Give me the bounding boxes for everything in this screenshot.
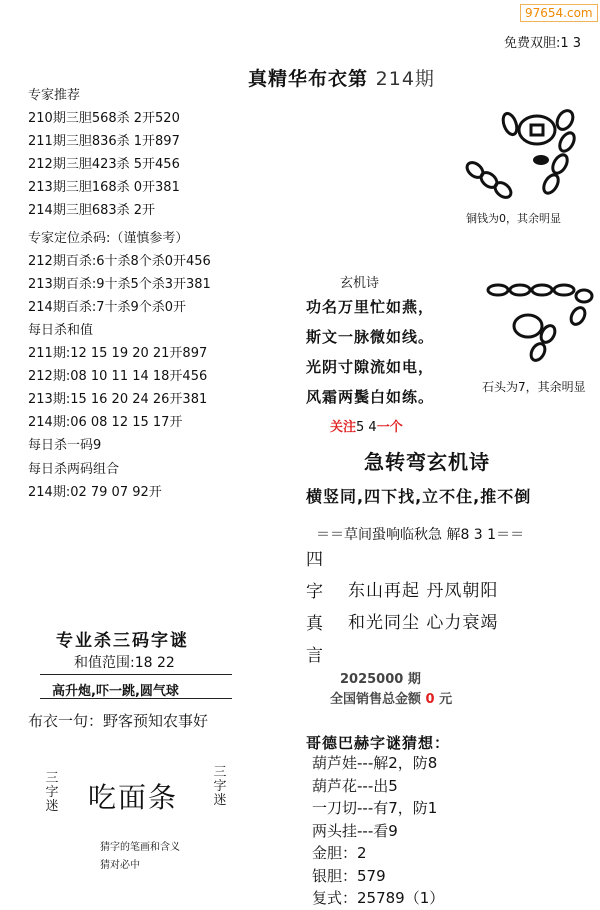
three-char-riddle-left: 三字迷 xyxy=(45,771,59,814)
mystic-poem-heading: 玄机诗 xyxy=(340,276,380,291)
expert-row: 214期三胆683杀 2开 xyxy=(28,203,156,219)
side-char: 言 xyxy=(306,646,323,666)
silver-pick: 银胆：579 xyxy=(312,866,386,885)
expert-row: 212期三胆423杀 5开456 xyxy=(28,157,180,173)
page-title xyxy=(248,64,435,91)
idiom-phrase-2: 和光同尘 心力衰竭 xyxy=(348,613,499,633)
sum-range: 和值范围:18 22 xyxy=(74,655,175,671)
expert-row: 213期三胆168杀 0开381 xyxy=(28,180,180,196)
sales-unit: 元 xyxy=(439,692,453,707)
follow-hint xyxy=(330,416,403,435)
free-double-pick: 免费双胆:1 3 xyxy=(504,36,582,51)
grass-clue: ＝＝草间蛩响临秋急 解8 3 1＝＝ xyxy=(316,527,525,543)
stone-caption: 石头为7，其余明显 xyxy=(482,380,586,394)
slogan: 高升炮,吓一跳,圆气球 xyxy=(52,684,179,699)
expert-row: 210期三胆568杀 2开520 xyxy=(28,111,180,127)
daily-kill-one: 每日杀一码9 xyxy=(28,438,102,454)
idiom-phrase-1: 东山再起 丹凤朝阳 xyxy=(348,581,499,601)
page-title-issue: 214期 xyxy=(375,68,435,90)
gold-pick: 金胆：2 xyxy=(312,844,367,862)
three-char-riddle-right: 三字迷 xyxy=(213,765,227,808)
daily-kill-two-title: 每日杀两码组合 xyxy=(28,461,120,477)
follow-label: 关注 xyxy=(330,420,357,435)
goldbach-list xyxy=(312,752,444,910)
coin-chain-illustration xyxy=(465,108,585,208)
four-char-truth-label xyxy=(306,544,323,672)
goldbach-title: 哥德巴赫字谜猜想： xyxy=(306,734,451,752)
site-watermark: 97654.com xyxy=(520,4,598,22)
side-char: 真 xyxy=(306,614,323,634)
coin-caption: 铜钱为0，其余明显 xyxy=(466,212,561,225)
poem-line: 功名万里忙如燕， xyxy=(306,298,435,316)
goldbach-row: 一刀切---有7，防1 xyxy=(312,799,438,817)
follow-numbers: 5 4 xyxy=(356,420,377,435)
position-kill-row: 212期百杀:6十杀8个杀0开456 xyxy=(28,253,211,269)
riddle-center-word: 吃面条 xyxy=(88,781,179,814)
side-char: 四 xyxy=(306,550,323,570)
sales-issue: 2025000 期 xyxy=(340,672,421,687)
daily-sum-row: 211期:12 15 19 20 21开897 xyxy=(28,346,208,362)
follow-suffix: 一个 xyxy=(376,420,403,435)
poem-line: 斯文一脉微如线。 xyxy=(306,328,435,346)
sales-total xyxy=(330,688,452,707)
position-kill-row: 214期百杀:7十杀9个杀0开 xyxy=(28,299,187,315)
side-char: 字 xyxy=(306,582,323,602)
daily-sum-row: 213期:15 16 20 24 26开381 xyxy=(28,392,208,408)
goldbach-row: 两头挂---看9 xyxy=(312,821,398,840)
position-kill-title: 专家定位杀码:（谨慎参考） xyxy=(28,230,189,246)
divider xyxy=(40,674,232,675)
daily-kill-two: 214期:02 79 07 92开 xyxy=(28,484,162,500)
sales-amount: 0 xyxy=(425,692,435,707)
sales-label: 全国销售总金额 xyxy=(330,692,422,707)
daily-sum-row: 212期:08 10 11 14 18开456 xyxy=(28,369,208,385)
riddle-hint: 猜字的笔画和含义 xyxy=(100,842,180,853)
goldbach-row: 葫芦娃---解2，防8 xyxy=(312,754,438,772)
poem-line: 光阴寸隙流如电， xyxy=(306,358,435,376)
daily-sum-title: 每日杀和值 xyxy=(28,322,94,338)
daily-sum-row: 214期:06 08 12 15 17开 xyxy=(28,415,183,431)
expert-title: 专家推荐 xyxy=(28,88,81,103)
goldbach-row: 葫芦花---出5 xyxy=(312,776,398,795)
pro-riddle-title: 专业杀三码字谜 xyxy=(56,631,189,651)
mystic-poem xyxy=(306,292,434,412)
expert-panel xyxy=(28,84,211,504)
turn-poem-title: 急转弯玄机诗 xyxy=(364,450,490,474)
turn-riddle: 横竖同,四下找,立不住,推不倒 xyxy=(306,487,532,506)
page-title-main: 真精华布衣第 xyxy=(248,68,369,90)
riddle-hint-2: 猜对必中 xyxy=(100,860,140,871)
position-kill-row: 213期百杀:9十杀5个杀3开381 xyxy=(28,276,211,292)
divider xyxy=(40,698,232,699)
poem-line: 风霜两鬓白如练。 xyxy=(306,388,435,406)
buyi-sentence: 布衣一句：野客预知农事好 xyxy=(28,712,209,730)
expert-row: 211期三胆836杀 1开897 xyxy=(28,134,180,150)
stone-chain-illustration xyxy=(486,276,596,376)
combo-pick: 复式：25789（1） xyxy=(312,889,445,907)
